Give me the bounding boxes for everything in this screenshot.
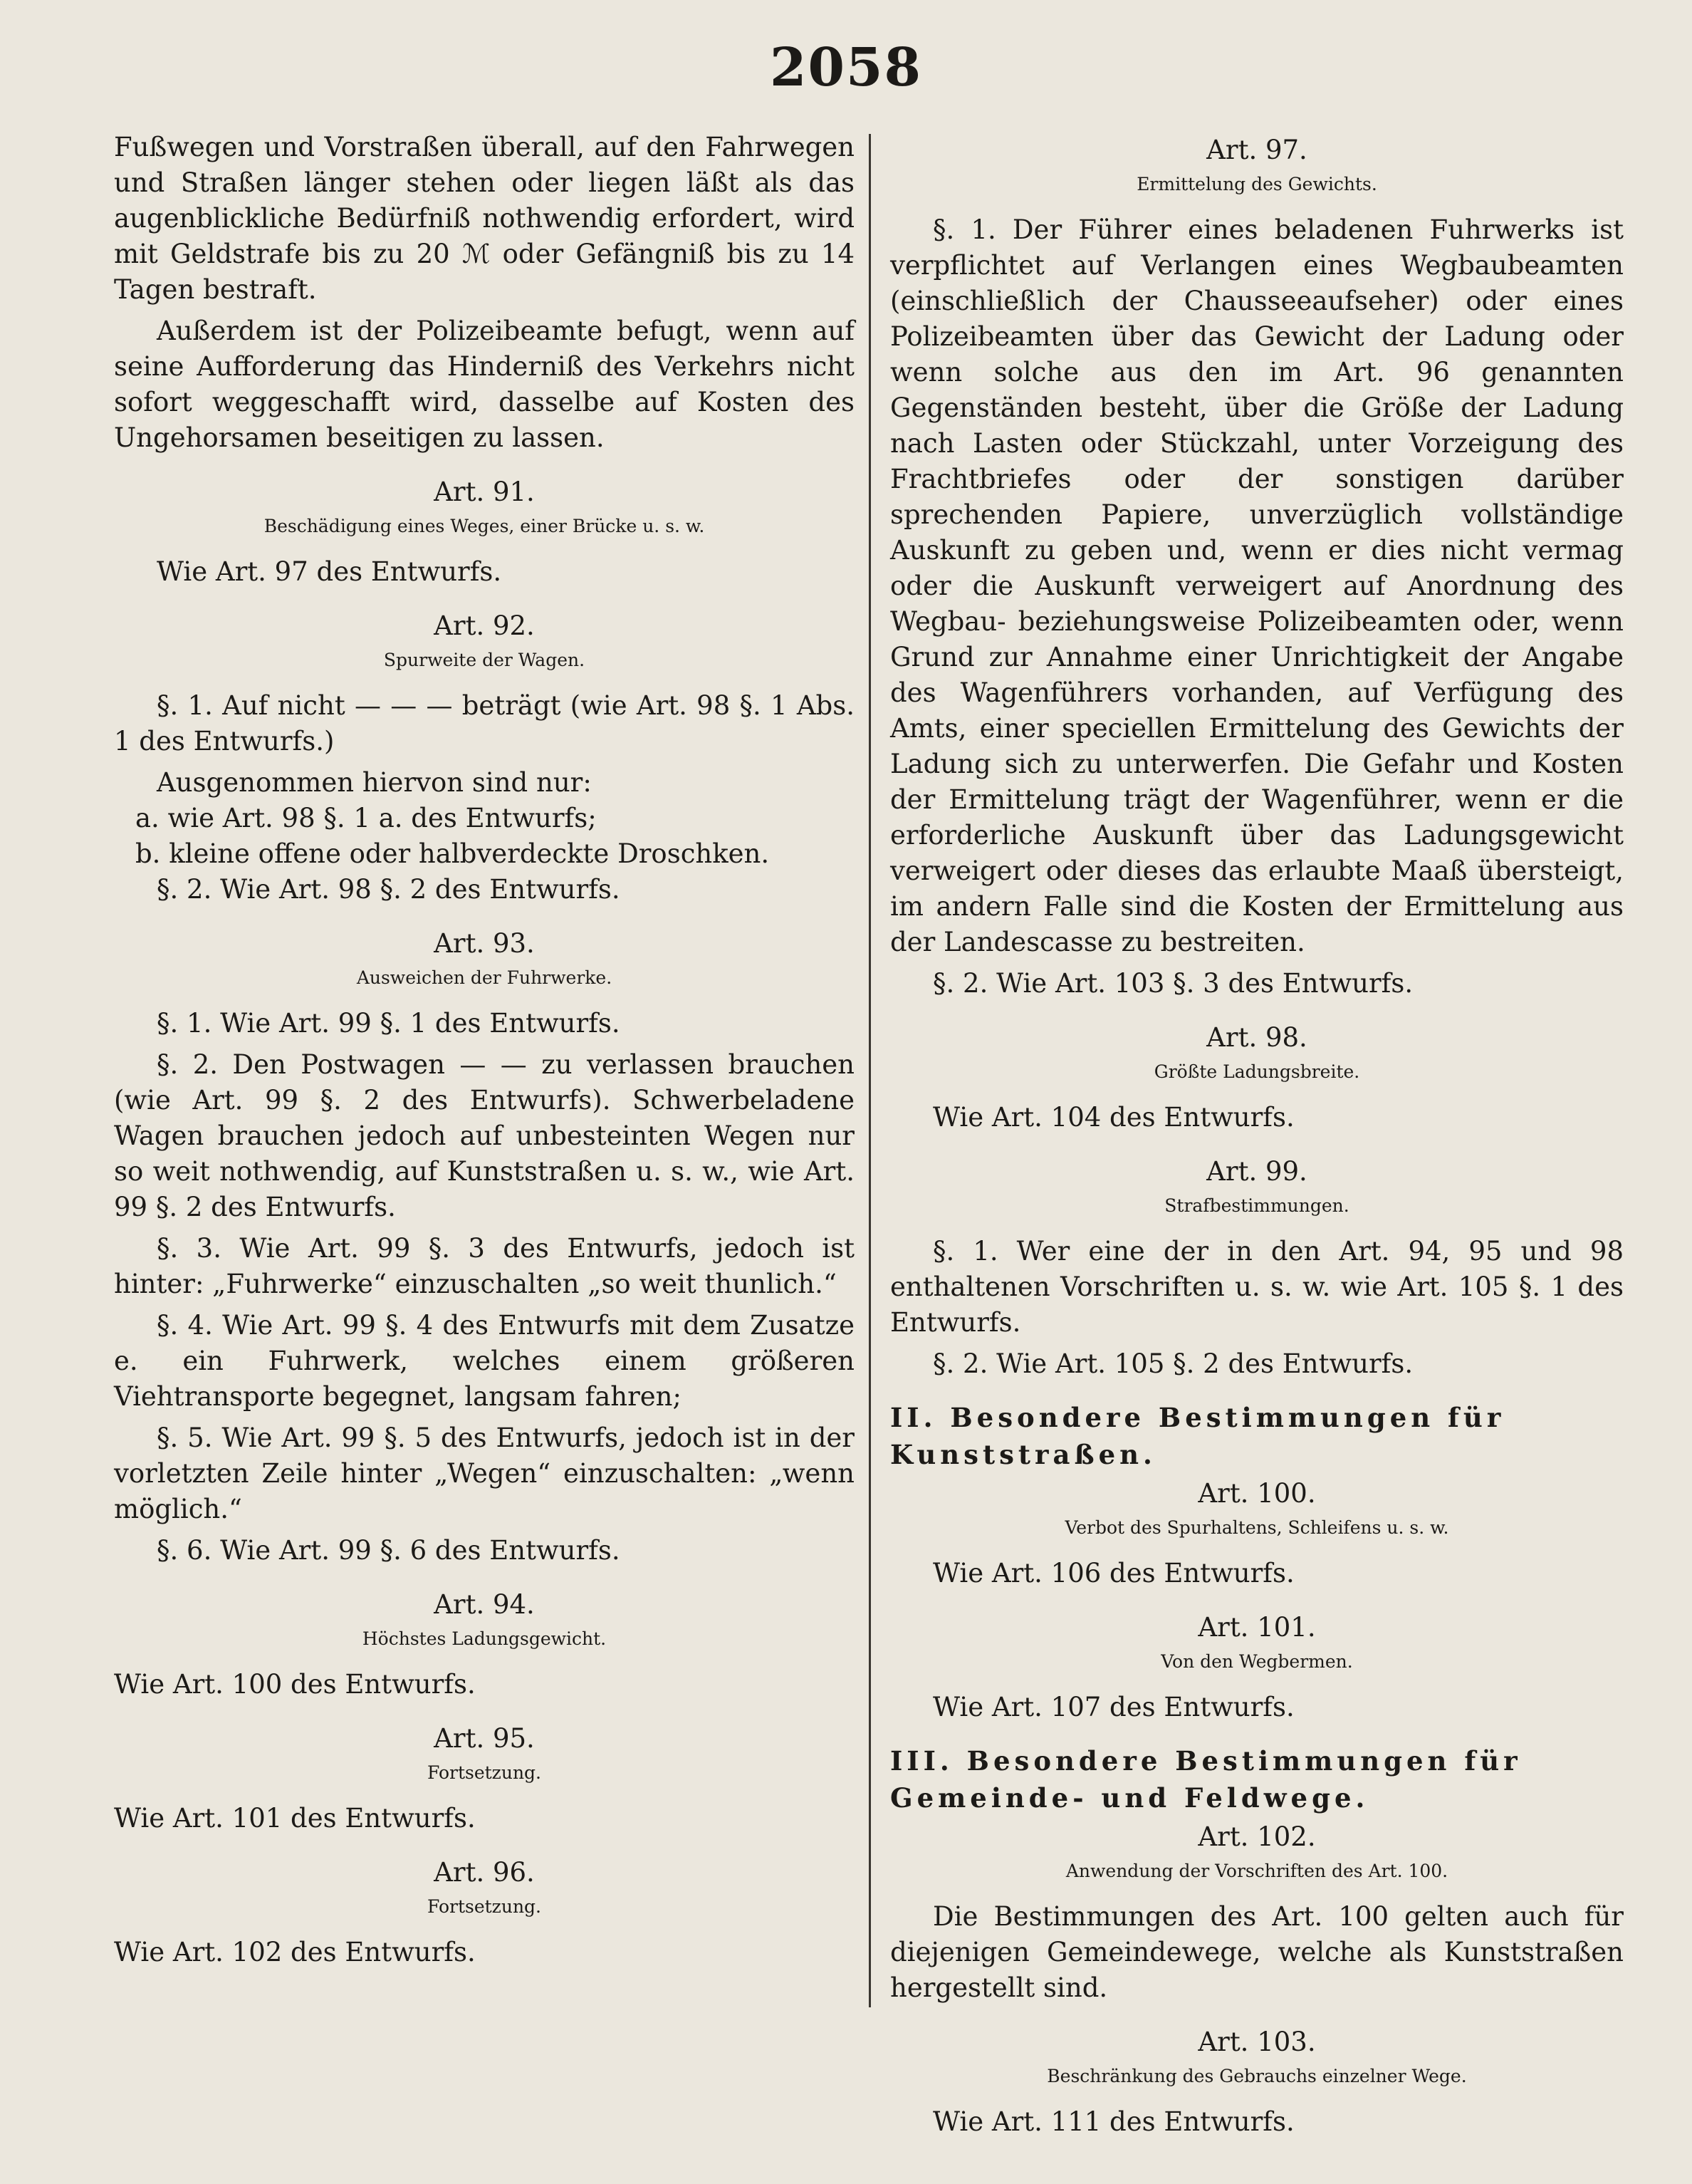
paragraph: §. 5. Wie Art. 99 §. 5 des Entwurfs, jedoch ist in der vorletzten Zeile hinter „Wegen“ einzuschalten: „wenn möglich.“ [114, 1423, 855, 1524]
article-text: Wie Art. 101 des Entwurfs. [114, 1803, 476, 1834]
article-title: Art. 99. [1206, 1156, 1307, 1187]
paragraph: §. 6. Wie Art. 99 §. 6 des Entwurfs. [157, 1535, 620, 1566]
article-title: Art. 100. [1198, 1478, 1316, 1509]
paragraph: Fußwegen und Vorstraßen überall, auf den Fahrwegen und Straßen länger stehen oder liegen läßt als das augenblickliche Bedürfniß nothwendig erfordert, wird mit Geldstrafe bis zu 20 ℳ oder Gefängniß bis zu 14 Tagen bestraft. [114, 132, 855, 305]
paragraph: §. 1. Auf nicht — — — beträgt (wie Art. 98 §. 1 Abs. 1 des Entwurfs.) [114, 690, 855, 756]
column-divider [869, 134, 871, 2007]
article-title: Art. 98. [1206, 1022, 1307, 1053]
article-title: Art. 101. [1198, 1612, 1316, 1643]
article-title: Art. 97. [1206, 135, 1307, 165]
article-text: Wie Art. 104 des Entwurfs. [933, 1102, 1295, 1133]
article-title: Art. 95. [434, 1723, 535, 1754]
section-heading: III. Besondere Bestimmungen für Gemeinde- und Feldwege. [890, 1745, 1522, 1814]
article-subtitle: Ausweichen der Fuhrwerke. [356, 967, 612, 988]
article-subtitle: Höchstes Ladungsgewicht. [362, 1628, 607, 1649]
article-title: Art. 94. [434, 1589, 535, 1620]
article-title: Art. 96. [434, 1857, 535, 1888]
paragraph: §. 2. Wie Art. 103 §. 3 des Entwurfs. [933, 968, 1414, 999]
article-title: Art. 91. [434, 477, 535, 507]
paragraph: §. 1. Der Führer eines beladenen Fuhrwerks ist verpflichtet auf Verlangen eines Wegbaubeamten (einschließlich der Chausseeaufseher) oder eines Polizeibeamten über das Gewicht der Ladung oder wenn solche aus den im Art. 96 genannten Gegenständen besteht, über die Größe der Ladung nach Lasten oder Stückzahl, unter Vorzeigung des Frachtbriefes oder der sonstigen darüber sprechenden Papiere, unverzüglich vollständige Auskunft zu geben und, wenn er dies nicht vermag oder die Auskunft verweigert auf Anordnung des Wegbau- beziehungsweise Polizeibeamten oder, wenn Grund zur Annahme einer Unrichtigkeit der Angabe des Wagenführers vorhanden, auf Verfügung des Amts, einer speciellen Ermittelung des Gewichts der Ladung sich zu unterwerfen. Die Gefahr und Kosten der Ermittelung trägt der Wagenführer, wenn er die erforderliche Auskunft über das Ladungsgewicht verweigert oder dieses das erlaubte Maaß übersteigt, im andern Falle sind die Kosten der Ermittelung aus der Landescasse zu bestreiten. [890, 214, 1624, 957]
article-subtitle: Von den Wegbermen. [1161, 1651, 1353, 1672]
section-heading: II. Besondere Bestimmungen für Kunststraßen. [890, 1402, 1505, 1470]
list-item: a. wie Art. 98 §. 1 a. des Entwurfs; [135, 803, 597, 833]
paragraph: Ausgenommen hiervon sind nur: [157, 767, 592, 798]
article-subtitle: Beschränkung des Gebrauchs einzelner Wege. [1047, 2066, 1467, 2086]
page-number: 2058 [770, 37, 922, 98]
article-subtitle: Strafbestimmungen. [1164, 1195, 1349, 1216]
paragraph: §. 2. Wie Art. 98 §. 2 des Entwurfs. [157, 874, 620, 905]
paragraph: §. 2. Den Postwagen — — zu verlassen brauchen (wie Art. 99 §. 2 des Entwurfs). Schwerbeladene Wagen brauchen jedoch auf unbesteinten Wegen nur so weit nothwendig, auf Kunststraßen u. s. w., wie Art. 99 §. 2 des Entwurfs. [114, 1049, 855, 1222]
article-title: Art. 103. [1198, 2027, 1316, 2057]
article-subtitle: Verbot des Spurhaltens, Schleifens u. s. w. [1065, 1517, 1449, 1538]
right-column [890, 130, 1624, 2146]
article-text: Wie Art. 107 des Entwurfs. [933, 1692, 1295, 1722]
paragraph: §. 1. Wie Art. 99 §. 1 des Entwurfs. [157, 1008, 620, 1039]
paragraph: Außerdem ist der Polizeibeamte befugt, wenn auf seine Aufforderung das Hinderniß des Verkehrs nicht sofort weggeschafft wird, dasselbe auf Kosten des Ungehorsamen beseitigen zu lassen. [114, 316, 855, 453]
paragraph: Die Bestimmungen des Art. 100 gelten auch für diejenigen Gemeindewege, welche als Kunststraßen hergestellt sind. [890, 1901, 1624, 2003]
article-text: Wie Art. 106 des Entwurfs. [933, 1558, 1295, 1588]
article-subtitle: Beschädigung eines Weges, einer Brücke u. s. w. [263, 516, 705, 536]
left-column [114, 130, 855, 1976]
paragraph: §. 2. Wie Art. 105 §. 2 des Entwurfs. [933, 1348, 1414, 1379]
article-subtitle: Spurweite der Wagen. [383, 650, 585, 670]
article-title: Art. 102. [1198, 1821, 1316, 1852]
article-text: Wie Art. 111 des Entwurfs. [933, 2106, 1295, 2137]
paragraph: §. 3. Wie Art. 99 §. 3 des Entwurfs, jedoch ist hinter: „Fuhrwerke“ einzuschalten „so weit thunlich.“ [114, 1233, 855, 1299]
paragraph: §. 4. Wie Art. 99 §. 4 des Entwurfs mit dem Zusatze e. ein Fuhrwerk, welches einem größeren Viehtransporte begegnet, langsam fahren; [114, 1310, 855, 1412]
article-text: Wie Art. 97 des Entwurfs. [157, 556, 502, 587]
list-item: b. kleine offene oder halbverdeckte Droschken. [135, 838, 770, 869]
article-title: Art. 93. [434, 928, 535, 959]
article-subtitle: Fortsetzung. [427, 1762, 542, 1783]
article-title: Art. 92. [434, 610, 535, 641]
article-text: Wie Art. 100 des Entwurfs. [114, 1669, 476, 1700]
article-subtitle: Ermittelung des Gewichts. [1137, 174, 1377, 194]
article-subtitle: Größte Ladungsbreite. [1154, 1061, 1360, 1082]
paragraph: §. 1. Wer eine der in den Art. 94, 95 und 98 enthaltenen Vorschriften u. s. w. wie Art. 105 §. 1 des Entwurfs. [890, 1236, 1624, 1338]
article-text: Wie Art. 102 des Entwurfs. [114, 1937, 476, 1967]
article-subtitle: Anwendung der Vorschriften des Art. 100. [1065, 1861, 1448, 1881]
article-subtitle: Fortsetzung. [427, 1896, 542, 1917]
